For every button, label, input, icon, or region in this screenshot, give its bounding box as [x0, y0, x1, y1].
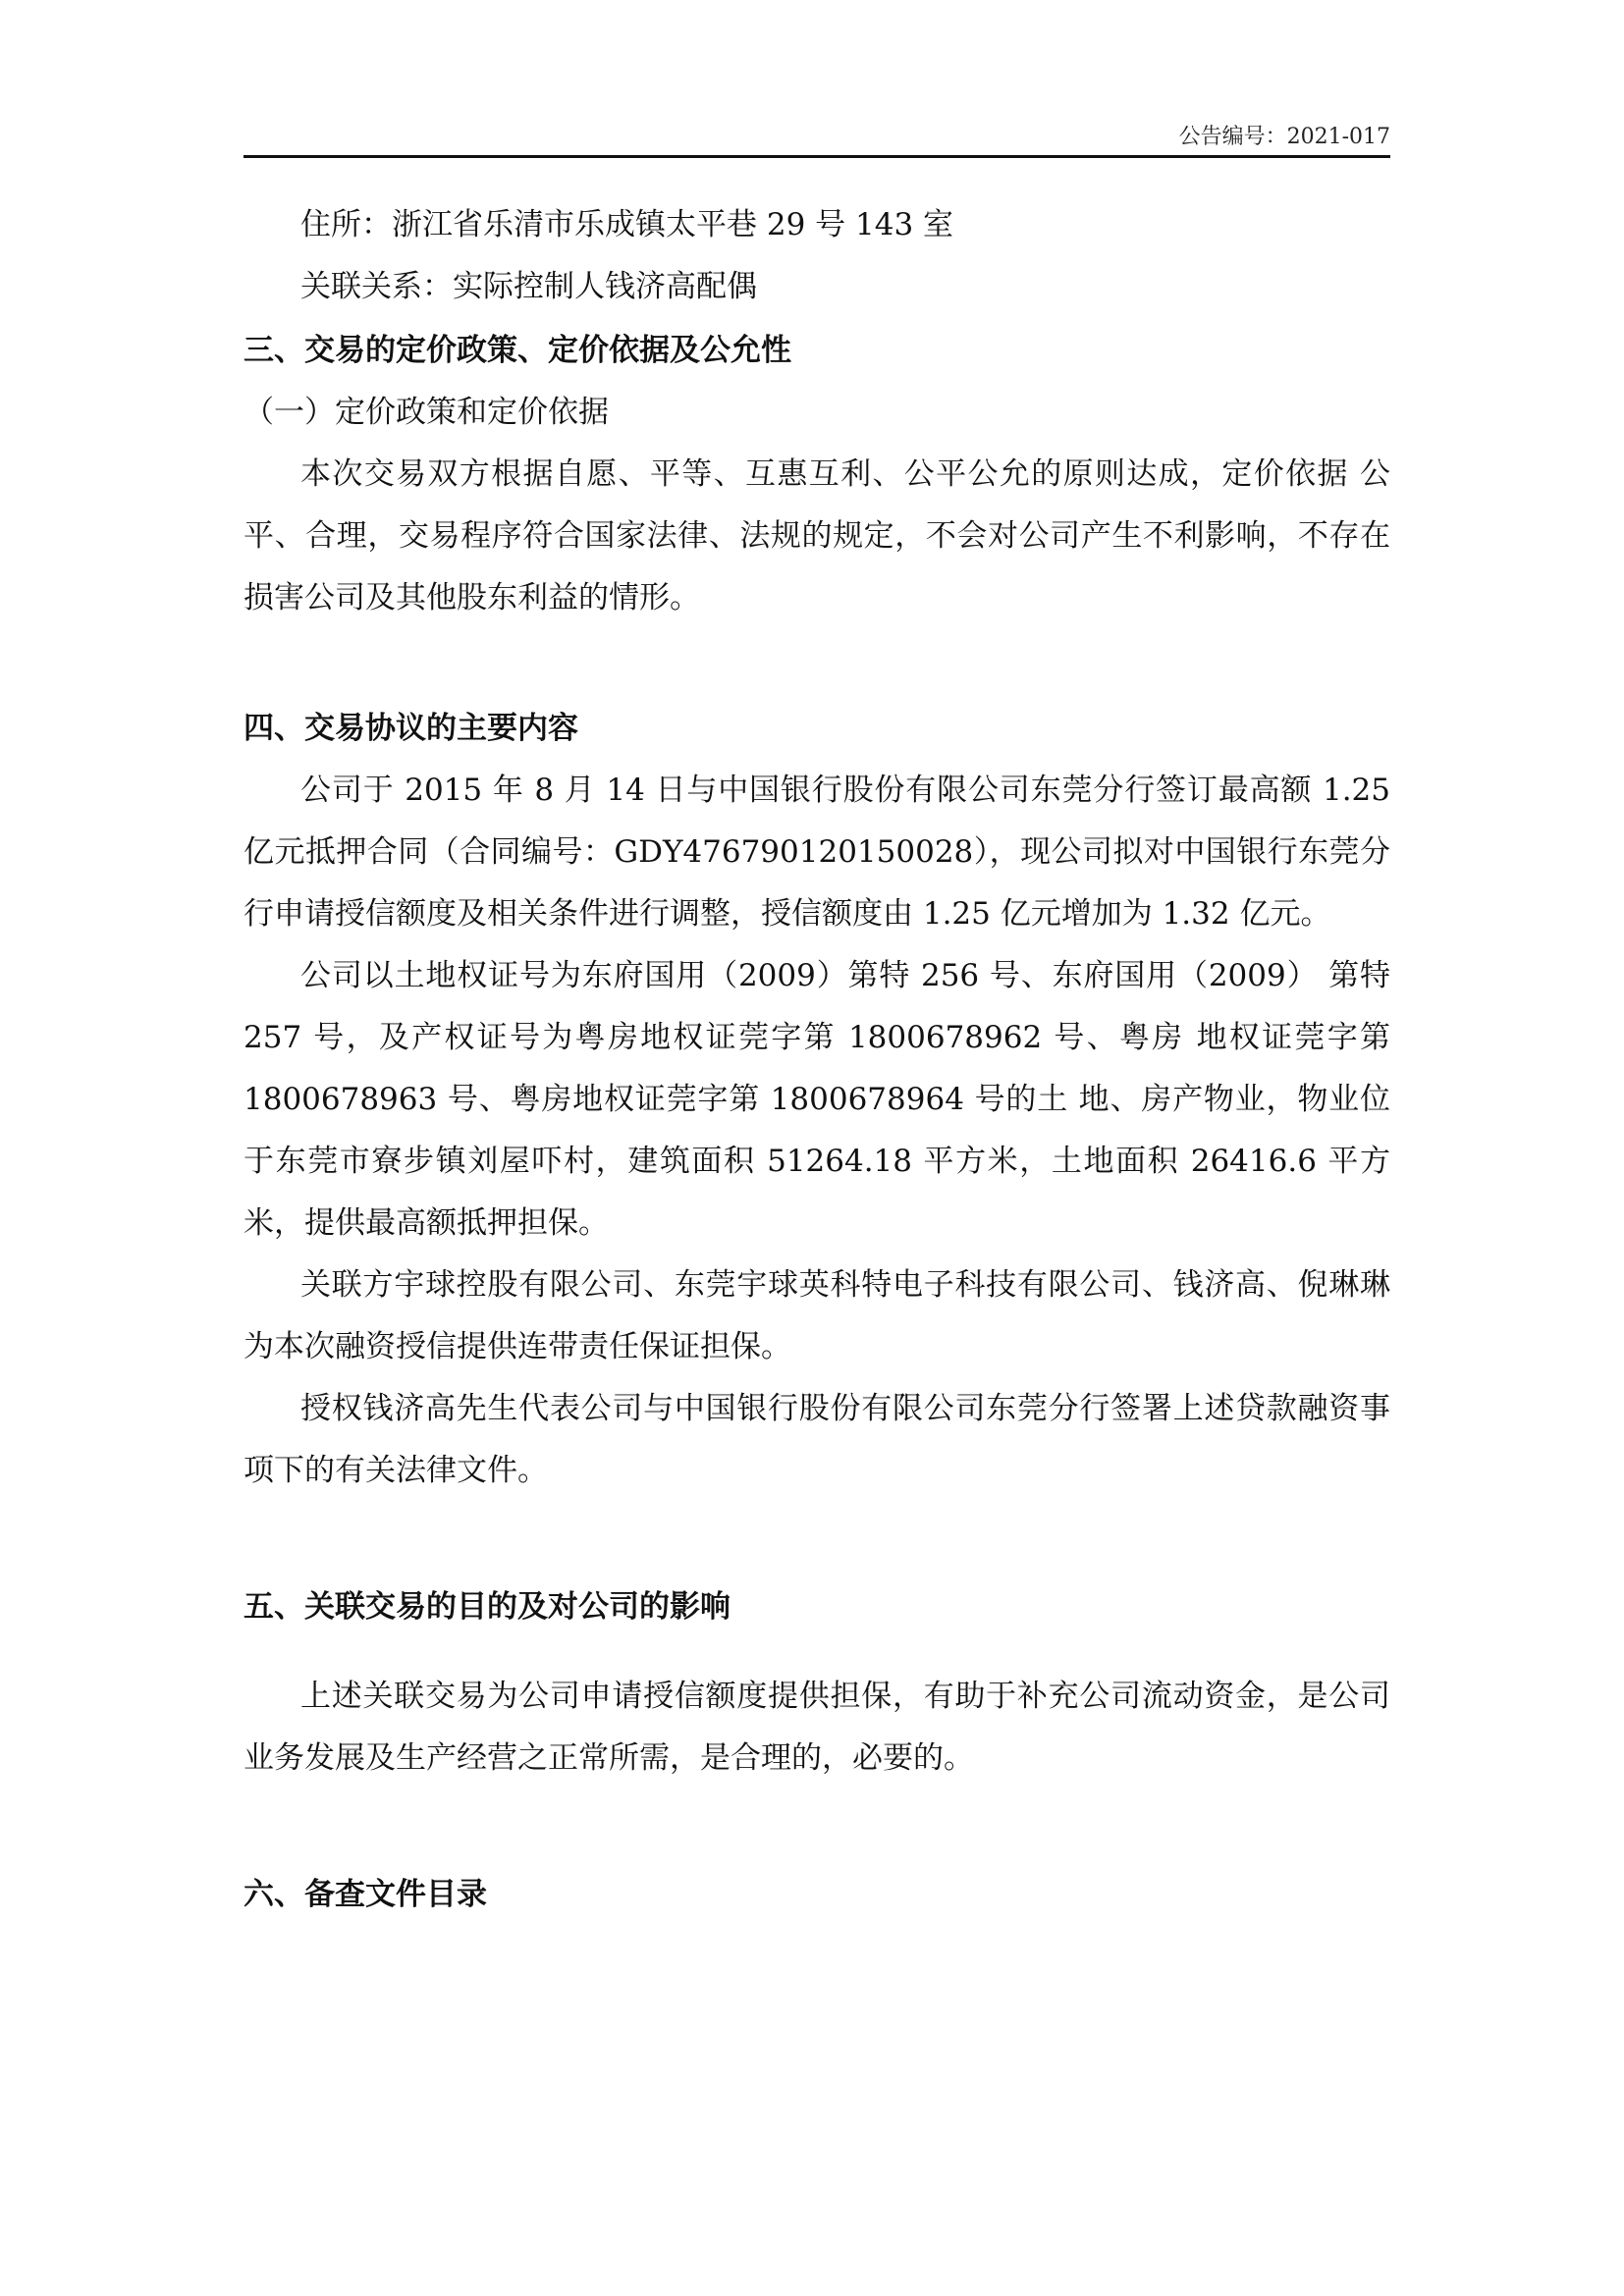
- section-3-subheading: （一）定价政策和定价依据: [244, 395, 609, 430]
- relation-line: 关联关系：实际控制人钱济高配偶: [300, 269, 757, 304]
- address-line: 住所：浙江省乐清市乐成镇太平巷 29 号 143 室: [300, 207, 954, 242]
- section-3-heading: 三、交易的定价政策、定价依据及公允性: [244, 333, 791, 368]
- document-body: [244, 194, 1390, 1926]
- section-4-paragraph-2: 公司以土地权证号为东府国用（2009）第特 256 号、东府国用（2009） 第特 257 号，及产权证号为粤房地权证莞字第 1800678962 号、粤房 地权证莞字第 1800678963 号、粤房地权证莞字第 1800678964 号的土 地、房产物业，物业位于东莞市寮步镇刘屋吓村，建筑面积 51264.18 平方米，土地面积 26416.6 平方米，提供最高额抵押担保。: [244, 958, 1390, 1241]
- section-4-heading: 四、交易协议的主要内容: [244, 711, 578, 746]
- section-3-paragraph: 本次交易双方根据自愿、平等、互惠互利、公平公允的原则达成，定价依据 公平、合理，交易程序符合国家法律、法规的规定，不会对公司产生不利影响，不存在损害公司及其他股东利益的情形。: [244, 456, 1390, 615]
- section-4-paragraph-3: 关联方宇球控股有限公司、东莞宇球英科特电子科技有限公司、钱济高、倪琳琳为本次融资授信提供连带责任保证担保。: [244, 1267, 1390, 1364]
- section-5-paragraph: 上述关联交易为公司申请授信额度提供担保，有助于补充公司流动资金，是公司业务发展及生产经营之正常所需，是合理的，必要的。: [244, 1679, 1390, 1776]
- header-divider: [244, 155, 1390, 158]
- section-4-paragraph-4: 授权钱济高先生代表公司与中国银行股份有限公司东莞分行签署上述贷款融资事项下的有关法律文件。: [244, 1391, 1390, 1488]
- announcement-number: 公告编号：2021-017: [1178, 125, 1390, 149]
- section-4-paragraph-1: 公司于 2015 年 8 月 14 日与中国银行股份有限公司东莞分行签订最高额 1.25 亿元抵押合同（合同编号：GDY476790120150028），现公司拟对中国银行东莞分行申请授信额度及相关条件进行调整，授信额度由 1.25 亿元增加为 1.32 亿元。: [244, 773, 1390, 932]
- section-6-heading: 六、备查文件目录: [244, 1877, 487, 1912]
- section-5-heading: 五、关联交易的目的及对公司的影响: [244, 1589, 731, 1625]
